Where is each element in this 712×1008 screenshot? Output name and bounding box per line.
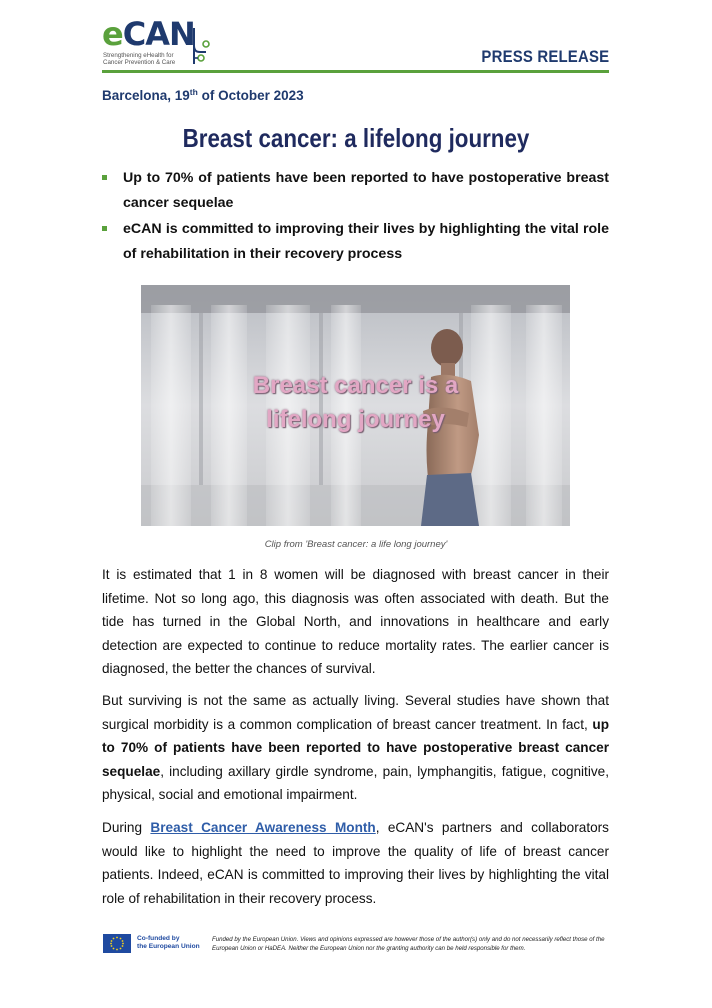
bullet-square-icon <box>102 175 107 180</box>
logo-wordmark: eCAN <box>102 15 195 53</box>
bullet-square-icon <box>102 226 107 231</box>
logo-tagline: Strengthening eHealth for Cancer Prevention & Care <box>103 52 176 67</box>
ecan-logo <box>102 15 222 68</box>
header-divider <box>102 70 609 73</box>
paragraph-intro: It is estimated that 1 in 8 women will be diagnosed with breast cancer in their lifetime. Not so long ago, this diagnosis was often associated with death. But the tide has turned in the Global North, and innovations in healthcare and early detection are expected to continue to reduce mortality rates. The earlier cancer is diagnosed, the better the chances of survival. <box>102 567 609 677</box>
eu-cofunded-label: Co-funded by the European Union <box>137 935 200 950</box>
key-point: eCAN is committed to improving their lives by highlighting the vital role of rehabilitation in their recovery process <box>102 217 609 266</box>
video-still-image <box>141 285 570 526</box>
key-points-list <box>102 166 609 268</box>
image-caption: Clip from 'Breast cancer: a life long journey' <box>264 539 448 550</box>
key-point: Up to 70% of patients have been reported to have postoperative breast cancer sequelae <box>102 166 609 215</box>
page-title: Breast cancer: a lifelong journey <box>182 123 530 153</box>
dateline: Barcelona, 19th of October 2023 <box>102 87 304 103</box>
paragraph-awareness: During Breast Cancer Awareness Month, eCAN's partners and collaborators would like to highlight the need to improve the quality of life of breast cancer patients. Indeed, eCAN is committed to improving their lives by highlighting the vital role of rehabilitation in their recovery process. <box>102 820 609 906</box>
awareness-month-link[interactable]: Breast Cancer Awareness Month <box>150 820 376 835</box>
funding-disclaimer: Funded by the European Union. Views and opinions expressed are however those of the author(s) only and do not necessarily reflect those of the European Union or HaDEA. Neither the European Union nor the granting authority can be held responsible for them. <box>212 936 605 952</box>
eu-flag-icon <box>103 934 131 953</box>
paragraph-sequelae: But surviving is not the same as actually living. Several studies have shown that surgical morbidity is a common complication of breast cancer treatment. In fact, up to 70% of patients have been reported to have postoperative breast cancer sequelae, including axillary girdle syndrome, pain, lymphangitis, fatigue, cognitive, physical, social and emotional impairment. <box>102 693 609 803</box>
press-release-label: PRESS RELEASE <box>481 47 609 66</box>
video-title-overlay: Breast cancer is a lifelong journey <box>252 372 459 433</box>
